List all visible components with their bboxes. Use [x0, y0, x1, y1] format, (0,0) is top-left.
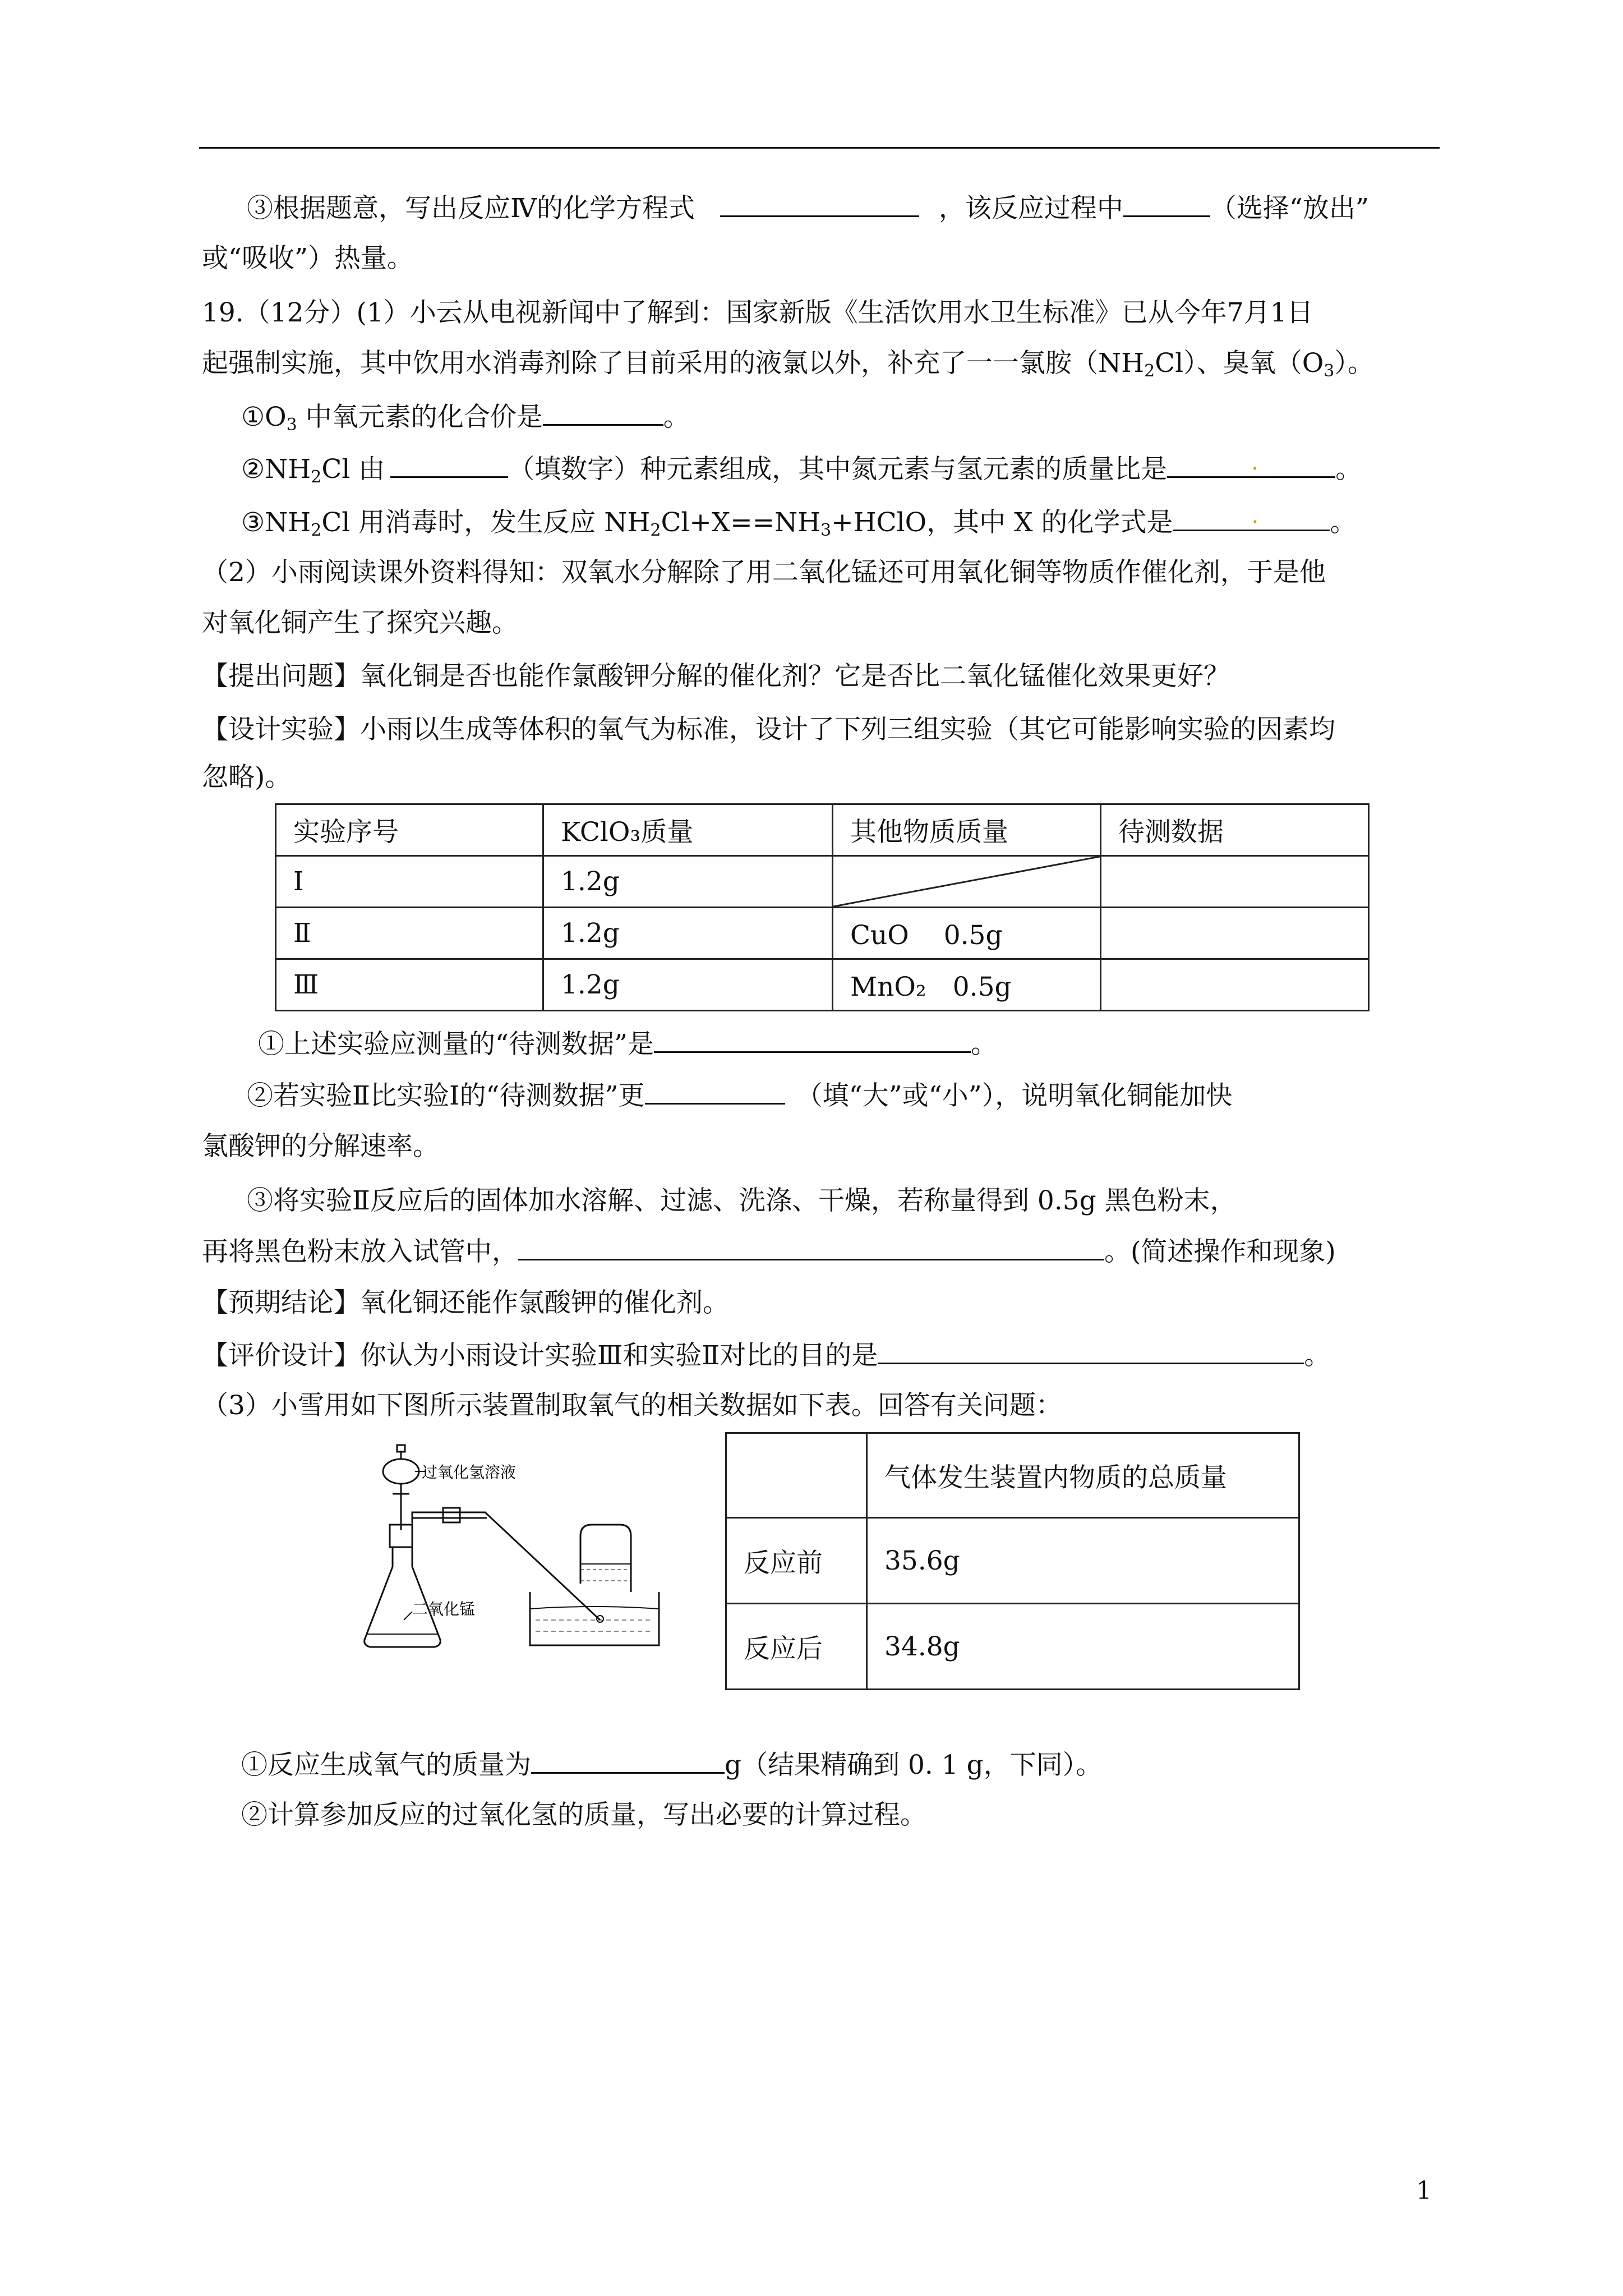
q2-3-b: 再将黑色粉末放入试管中， [202, 1236, 518, 1267]
table-header-cell: 其他物质质量 [833, 804, 1101, 856]
table-row [276, 959, 1369, 1011]
q19-1-2 [241, 452, 1362, 487]
design-line-1: 【设计实验】小雨以生成等体积的氧气为标准，设计了下列三组实验（其它可能影响实验的因素均 [202, 714, 1335, 745]
table-row [276, 908, 1369, 959]
q2-1 [258, 1027, 997, 1062]
table-header-cell: KClO₃质量 [543, 804, 833, 856]
q19-1-2-b: Cl 由 [321, 454, 385, 485]
q3-text-c: （选择“放出” [1210, 193, 1369, 224]
q3-2: ②计算参加反应的过氧化氢的质量，写出必要的计算过程。 [241, 1800, 926, 1830]
q19-line-1: 19.（12分）(1）小云从电视新闻中了解到：国家新版《生活饮用水卫生标准》已从今年7月1日 [202, 297, 1313, 328]
header-rule [199, 147, 1440, 149]
q19-1-3-d: +HClO，其中 X 的化学式是 [831, 507, 1173, 538]
table-header-cell: 待测数据 [1101, 804, 1369, 856]
q19-1-2-c: （填数字）种元素组成，其中氮元素与氢元素的质量比是 [508, 454, 1168, 485]
q2-2-b: （填“大”或“小”），说明氧化铜能加快 [796, 1080, 1233, 1111]
table-row [726, 1518, 1299, 1604]
diagonal-cell [833, 856, 1101, 908]
table-row [726, 1604, 1299, 1690]
evaluate-a: 【评价设计】你认为小雨设计实验Ⅲ和实验Ⅱ对比的目的是 [202, 1340, 878, 1371]
answer-blank [878, 1338, 1304, 1364]
table-cell: Ⅲ [276, 959, 543, 1011]
q19-line-2-text: 起强制实施，其中饮用水消毒剂除了目前采用的液氯以外，补充了一一氯胺（NH [202, 348, 1145, 379]
page-number: 1 [1416, 2177, 1432, 2205]
table-cell: Ⅰ [276, 856, 543, 908]
experiment-table [275, 803, 1370, 1011]
table-header-row [276, 804, 1369, 856]
q2-2-c: 氯酸钾的分解速率。 [202, 1131, 439, 1162]
q3-1 [241, 1747, 1102, 1783]
q19-line-2-end: ）。 [1334, 348, 1374, 379]
q3-text-a: ③根据题意，写出反应Ⅳ的化学方程式 [247, 193, 695, 224]
table-header-cell [726, 1433, 867, 1518]
subscript: 3 [1324, 361, 1335, 381]
answer-blank [645, 1078, 785, 1105]
q3-text-b: ，该反应过程中 [938, 193, 1123, 224]
q2-3-a: ③将实验Ⅱ反应后的固体加水溶解、过滤、洗涤、干燥，若称量得到 0.5g 黑色粉末， [247, 1185, 1237, 1216]
design-line-2: 忽略)。 [202, 762, 292, 793]
flask-label: 二氧化锰 [412, 1600, 476, 1618]
q2-1-b: 。 [971, 1029, 998, 1060]
table-cell: Ⅱ [276, 908, 543, 959]
q19-1-3 [241, 505, 1356, 540]
answer-blank [720, 191, 919, 217]
answer-blank [1173, 505, 1330, 531]
answer-blank [531, 1747, 725, 1774]
table-cell: 1.2g [543, 856, 833, 908]
q19-1-3-c: Cl+X==NH [661, 507, 821, 538]
subscript: 2 [650, 521, 661, 540]
funnel-label: 过氧化氢溶液 [422, 1463, 517, 1481]
q19-2-line-2: 对氧化铜产生了探究兴趣。 [202, 608, 518, 638]
table-cell: CuO 0.5g [833, 908, 1101, 959]
answer-blank [654, 1027, 971, 1053]
mass-table [725, 1432, 1300, 1690]
evaluate-b: 。 [1304, 1340, 1331, 1371]
q19-line-2 [202, 346, 1374, 381]
q2-1-a: ①上述实验应测量的“待测数据”是 [258, 1029, 654, 1060]
q2-2 [247, 1078, 1232, 1114]
table-cell: 反应前 [726, 1518, 867, 1604]
q19-1-1-c: 。 [663, 402, 690, 432]
q3-intro-line: （3）小雪用如下图所示装置制取氧气的相关数据如下表。回答有关问题： [202, 1390, 1062, 1421]
q2-3-c: 。(简述操作和现象) [1104, 1236, 1336, 1267]
q19-1-3-a: ③NH [241, 507, 311, 538]
q19-2-line-1: （2）小雨阅读课外资料得知：双氧水分解除了用二氧化锰还可用氧化铜等物质作催化剂，于是他 [202, 557, 1326, 588]
oxygen-apparatus-diagram [359, 1441, 751, 1665]
table-cell: 35.6g [867, 1518, 1299, 1604]
table-header-cell: 气体发生装置内物质的总质量 [867, 1433, 1299, 1518]
q19-line-2-tail: Cl）、臭氧（O [1155, 348, 1324, 379]
answer-blank [543, 399, 663, 426]
table-header-cell: 实验序号 [276, 804, 543, 856]
subscript: 3 [286, 415, 297, 435]
q3-1-b: g（结果精确到 0. 1 g，下同）。 [725, 1750, 1103, 1780]
q3-1-a: ①反应生成氧气的质量为 [241, 1750, 531, 1780]
q19-1-1 [241, 399, 690, 435]
answer-blank [518, 1234, 1104, 1260]
answer-blank [390, 452, 508, 478]
table-cell [1101, 908, 1369, 959]
answer-blank [1167, 452, 1335, 478]
evaluate-line [202, 1338, 1330, 1373]
subscript: 2 [1144, 361, 1155, 381]
table-cell [1101, 959, 1369, 1011]
q3-equation-line [247, 191, 1369, 226]
ask-question-line: 【提出问题】氧化铜是否也能作氯酸钾分解的催化剂？它是否比二氧化锰催化效果更好？ [202, 661, 1230, 692]
q2-2-a: ②若实验Ⅱ比实验Ⅰ的“待测数据”更 [247, 1080, 645, 1111]
table-cell: MnO₂ 0.5g [833, 959, 1101, 1011]
q19-1-2-a: ②NH [241, 454, 311, 485]
table-header-row [726, 1433, 1299, 1518]
subscript: 2 [311, 467, 322, 487]
table-cell [1101, 856, 1369, 908]
table-cell: 反应后 [726, 1604, 867, 1690]
answer-blank [1123, 191, 1210, 217]
q2-3-line2 [202, 1234, 1336, 1269]
q19-1-2-d: 。 [1335, 454, 1362, 485]
conclusion-line: 【预期结论】氧化铜还能作氯酸钾的催化剂。 [202, 1287, 729, 1318]
table-cell: 1.2g [543, 908, 833, 959]
table-cell: 1.2g [543, 959, 833, 1011]
q19-1-1-a: ①O [241, 402, 287, 432]
q3-text-d: 或“吸收”）热量。 [202, 243, 414, 274]
table-row [276, 856, 1369, 908]
subscript: 2 [311, 521, 322, 540]
diagonal-line [833, 857, 1100, 907]
q19-1-1-b: 中氧元素的化合价是 [297, 402, 543, 432]
subscript: 3 [820, 521, 832, 540]
q19-1-3-e: 。 [1330, 507, 1357, 538]
table-cell: 34.8g [867, 1604, 1299, 1690]
q19-1-3-b: Cl 用消毒时，发生反应 NH [321, 507, 651, 538]
